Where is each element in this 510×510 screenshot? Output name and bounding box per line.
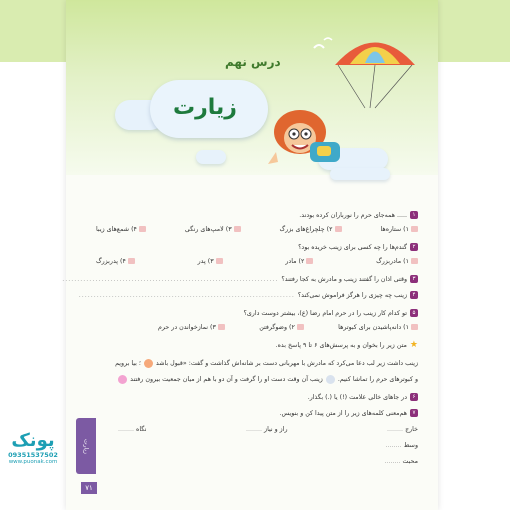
- punctuation-blank[interactable]: [118, 375, 127, 384]
- logo-website: www.puonak.com: [8, 459, 58, 465]
- question-5-options: [158, 322, 418, 332]
- page-number: ۷۱: [81, 482, 97, 494]
- cartoon-kid-illustration: [262, 92, 352, 182]
- passage-text: ؛ بیا برویم: [115, 359, 141, 367]
- lesson-title: زیارت: [173, 95, 237, 120]
- checkbox[interactable]: [411, 258, 418, 264]
- logo-name: پونک: [11, 430, 55, 451]
- logo-phone: 09351537502: [8, 451, 58, 459]
- question-4: [79, 290, 418, 300]
- question-number: ۵: [410, 309, 418, 317]
- checkbox[interactable]: [216, 258, 223, 264]
- checkbox[interactable]: [411, 324, 418, 330]
- question-text: زینب چه چیزی را هرگز فراموش نمی‌کند؟: [297, 291, 407, 299]
- question-2-options: [96, 256, 418, 266]
- task-number: ۶: [410, 393, 418, 401]
- checkbox[interactable]: [128, 258, 135, 264]
- option[interactable]: ۳) نمازخواندن در حرم: [158, 322, 225, 332]
- passage-text: زینب آن وقت دست او را گرفت و آن دو با هم از میان جمعیت بیرون رفتند: [130, 375, 323, 383]
- checkbox[interactable]: [411, 226, 418, 232]
- checkbox[interactable]: [234, 226, 241, 232]
- option[interactable]: ۴) پدربزرگ: [96, 256, 135, 266]
- option[interactable]: ۲) مادر: [285, 256, 313, 266]
- question-text: ..... همه‌جای حرم را نورباران کرده بودند.: [299, 211, 407, 219]
- checkbox[interactable]: [306, 258, 313, 264]
- question-1: [299, 210, 418, 220]
- passage-instruction: [276, 340, 418, 350]
- instruction-text: متن زیر را بخوان و به پرسش‌های ۶ تا ۹ پاسخ بده.: [275, 341, 407, 349]
- question-text: گندم‌ها را چه کسی برای زینب خریده بود؟: [298, 243, 407, 251]
- word-pairs-row-1: [118, 426, 418, 436]
- passage-line-2: [118, 374, 418, 384]
- checkbox[interactable]: [335, 226, 342, 232]
- question-number: ۲: [410, 243, 418, 251]
- task-number: ۷: [410, 409, 418, 417]
- option[interactable]: ۳) پدر: [198, 256, 223, 266]
- option[interactable]: ۲) وضوگرفتن: [259, 322, 304, 332]
- option[interactable]: ۲) چلچراغ‌های بزرگ: [280, 224, 342, 234]
- word-pairs-row-3: [118, 458, 418, 468]
- question-5: [244, 308, 418, 318]
- checkbox[interactable]: [297, 324, 304, 330]
- word-pair[interactable]: نگاه ........: [118, 426, 147, 433]
- punctuation-blank[interactable]: [144, 359, 153, 368]
- passage-text: و کبوترهای حرم را تماشا کنیم.: [337, 375, 418, 383]
- task-text: در جاهای خالی علامت (!) یا (.) بگذار.: [307, 393, 407, 401]
- chapter-side-tab: زیارت: [76, 418, 96, 474]
- question-number: ۴: [410, 291, 418, 299]
- checkbox[interactable]: [139, 226, 146, 232]
- option[interactable]: ۱) دانه‌پاشیدن برای کبوترها: [338, 322, 418, 332]
- cloud: [196, 150, 226, 164]
- passage-line-1: [115, 358, 418, 368]
- option[interactable]: ۴) شمع‌های زیبا: [96, 224, 146, 234]
- answer-line[interactable]: ........................................................................: [78, 291, 295, 299]
- word-pairs-row-2: [118, 442, 418, 452]
- word-pair[interactable]: راز و نیاز ........: [246, 426, 288, 433]
- word-pair[interactable]: خارج ........: [387, 426, 418, 433]
- passage-text: زینب داشت زیر لب دعا می‌کرد که مادرش با مهربانی دست بر شانه‌اش گذاشت و گفت: «قبول باشد: [155, 359, 418, 367]
- option[interactable]: ۱) ستاره‌ها: [380, 224, 418, 234]
- question-1-options: [96, 224, 418, 234]
- task-text: هم‌معنی کلمه‌های زیر را از متن پیدا کن و بنویس.: [279, 409, 407, 417]
- word-pair[interactable]: محبت ........: [384, 458, 418, 465]
- birds-icon: [310, 30, 340, 60]
- answer-line[interactable]: ........................................................................: [62, 275, 279, 283]
- lesson-label: درس نهم: [225, 55, 281, 69]
- word-pair[interactable]: وسط ........: [385, 442, 418, 449]
- task-7: [280, 408, 419, 418]
- question-text: وقتی اذان را گفتند زینب و مادرش به کجا رفتند؟: [281, 275, 407, 283]
- question-3: [62, 274, 418, 284]
- checkbox[interactable]: [218, 324, 225, 330]
- task-6: [308, 392, 418, 402]
- option[interactable]: ۳) لامپ‌های رنگی: [185, 224, 241, 234]
- question-text: تو کدام کار زینب را در حرم امام رضا (ع)، بیشتر دوست داری؟: [243, 309, 407, 317]
- question-number: ۳: [410, 275, 418, 283]
- question-number: ۱: [410, 211, 418, 219]
- punctuation-blank[interactable]: [326, 375, 335, 384]
- brand-logo: [2, 430, 64, 465]
- star-icon: ★: [409, 340, 418, 350]
- option[interactable]: ۱) مادربزرگ: [376, 256, 418, 266]
- question-2: [298, 242, 418, 252]
